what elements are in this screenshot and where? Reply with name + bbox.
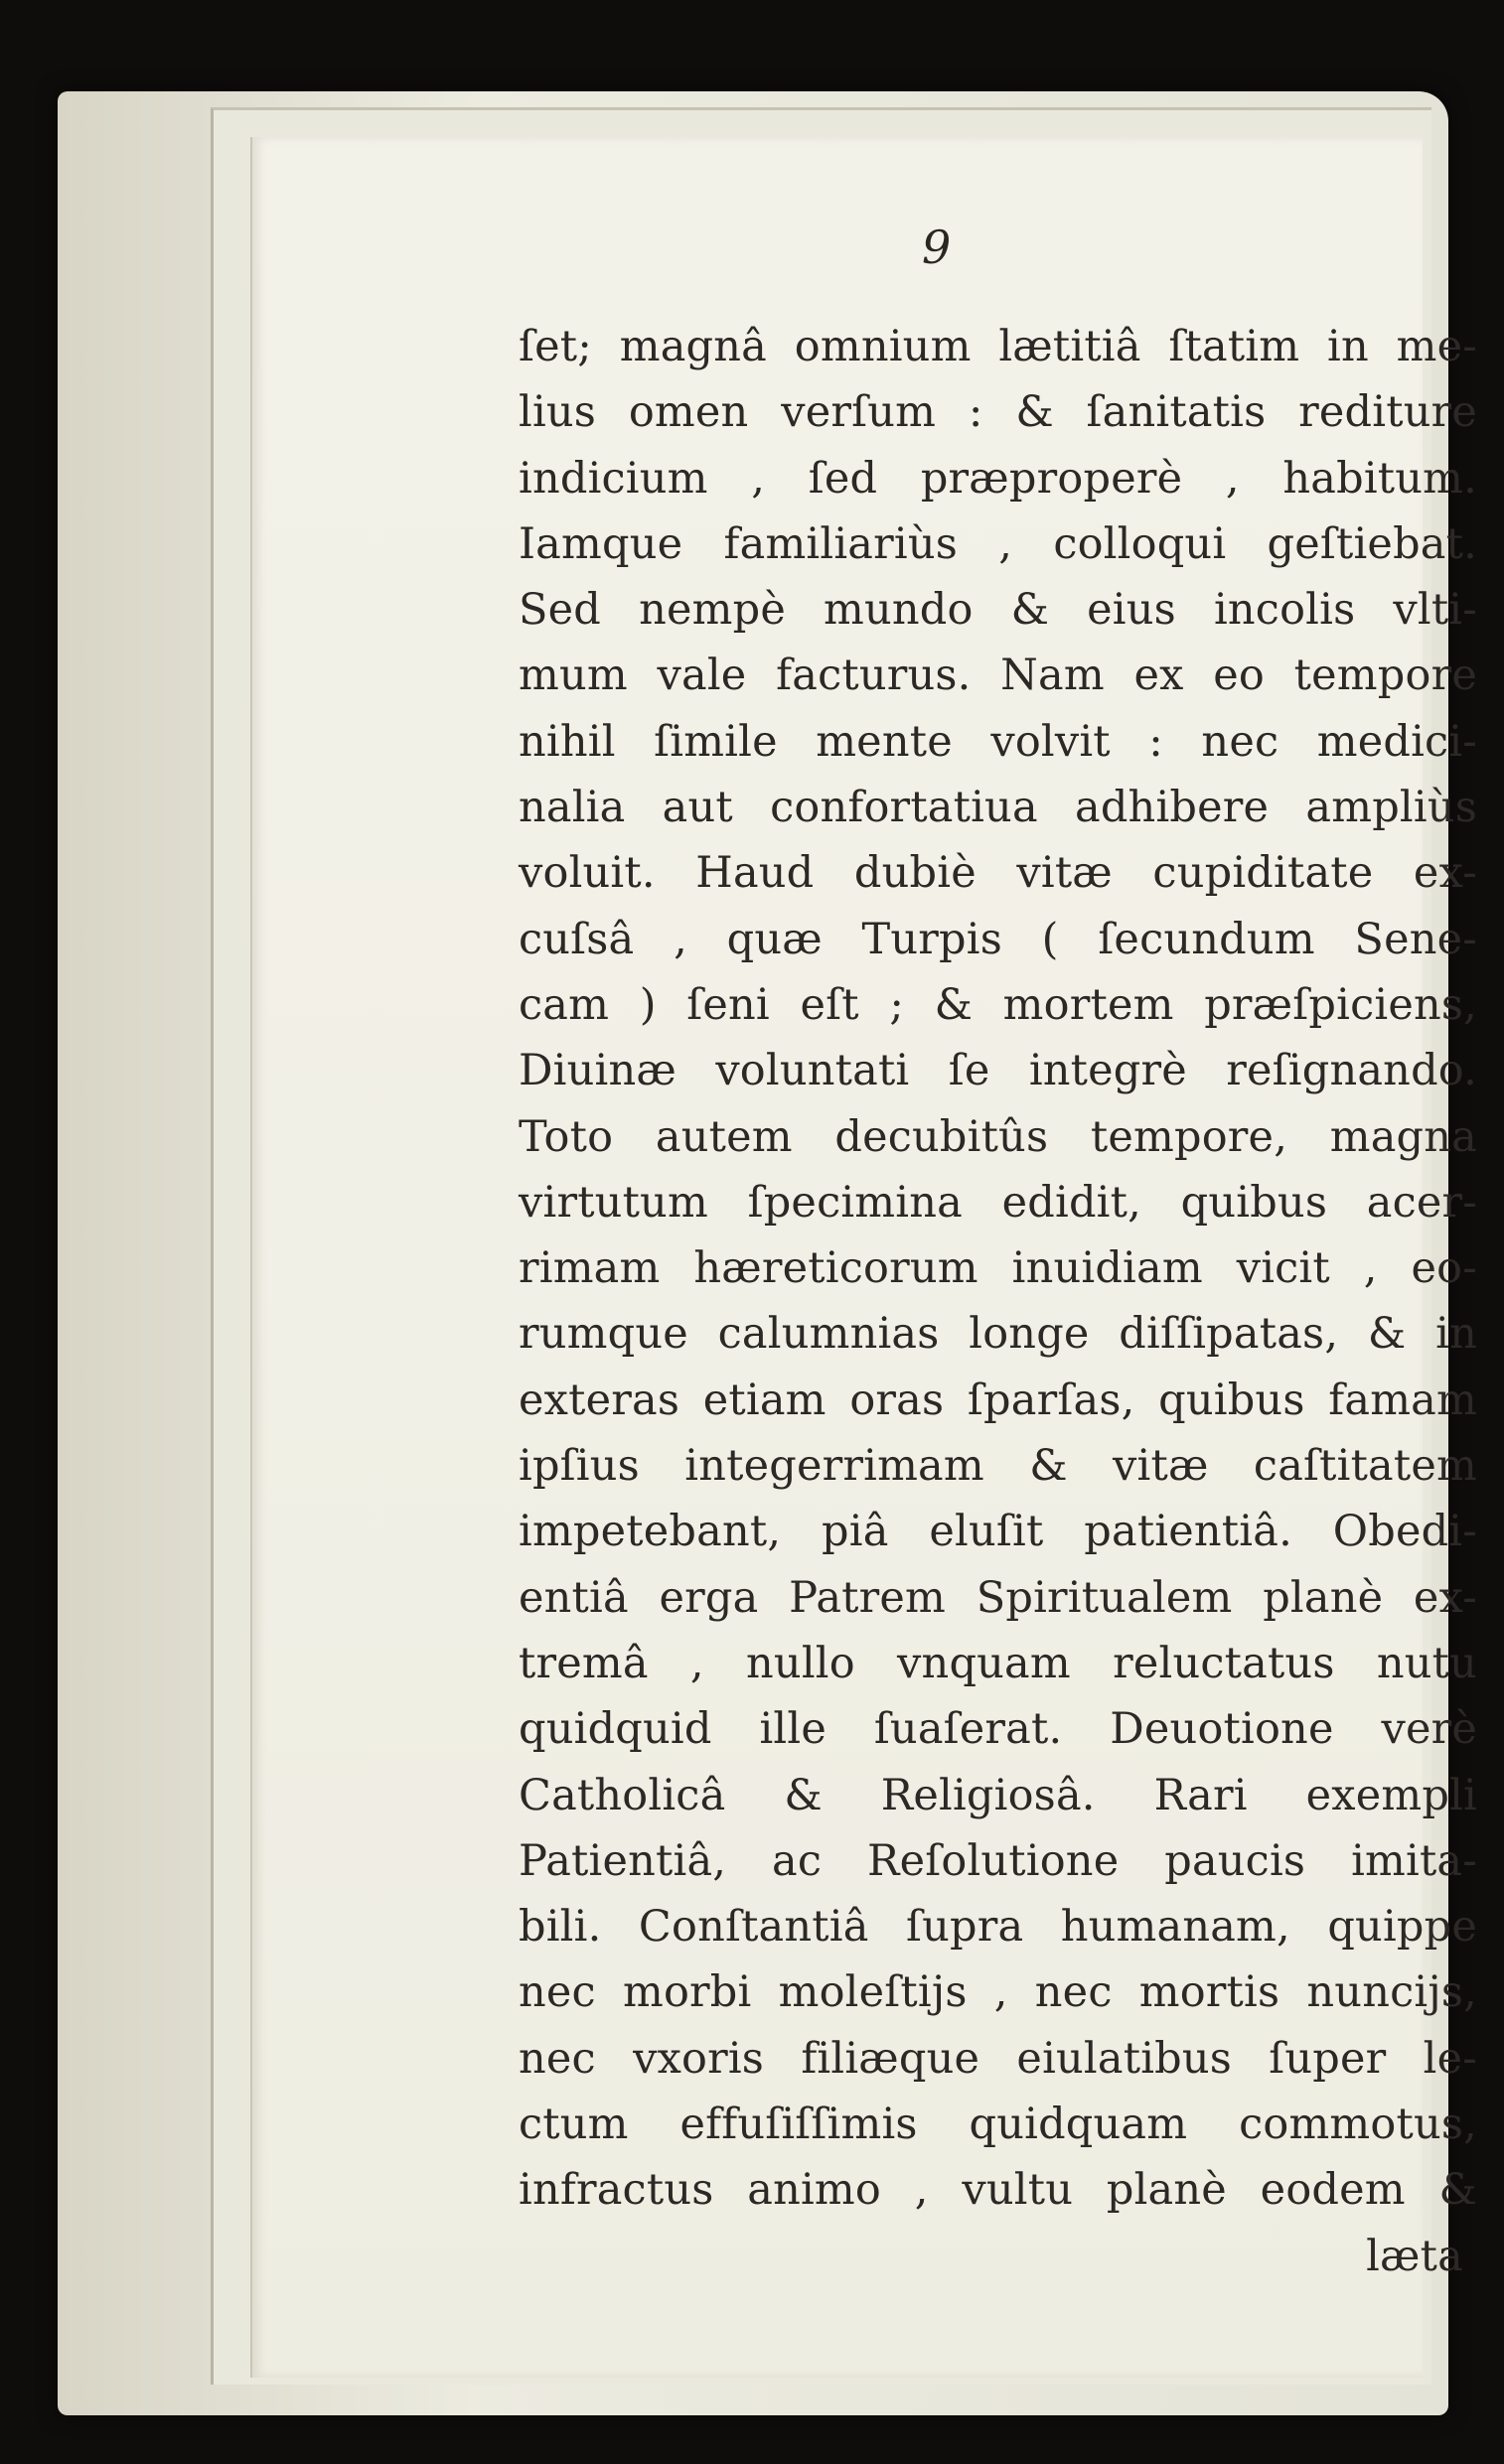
text-line: indicium , ſed præproperè , habitum. (519, 453, 1477, 504)
text-line: impetebant, piâ eluſit patientiâ. Obedi- (519, 1507, 1477, 1557)
text-line: Patientiâ, ac Reſolutione paucis imita- (519, 1835, 1477, 1886)
text-line: quidquid ille ſuaſerat. Deuotione verè (519, 1704, 1477, 1755)
text-line: nec vxoris filiæque eiulatibus ſuper le- (519, 2033, 1477, 2084)
text-line: Catholicâ & Religiosâ. Rari exempli (519, 1770, 1477, 1820)
text-line: rimam hæreticorum inuidiam vicit , eo- (519, 1243, 1477, 1294)
text-line: Sed nempè mundo & eius incolis vlti- (519, 585, 1477, 636)
text-line: tremâ , nullo vnquam reluctatus nutu (519, 1638, 1477, 1688)
text-line: rumque calumnias longe diſſipatas, & in (519, 1309, 1477, 1360)
text-line: Diuinæ voluntati ſe integrè reſignando. (519, 1046, 1477, 1096)
text-line: bili. Conſtantiâ ſupra humanam, quippe (519, 1902, 1477, 1953)
text-line: entiâ erga Patrem Spiritualem planè ex- (519, 1572, 1477, 1623)
text-line: exteras etiam oras ſparſas, quibus famam (519, 1375, 1477, 1425)
body-text (519, 314, 1477, 2289)
text-line: mum vale facturus. Nam ex eo tempore (519, 651, 1477, 701)
text-line: voluit. Haud dubiè vitæ cupiditate ex- (519, 848, 1477, 899)
text-line: ipſius integerrimam & vitæ caſtitatem (519, 1441, 1477, 1492)
page-number: 9 (922, 220, 952, 274)
text-line: ſet; magnâ omnium lætitiâ ſtatim in me- (519, 322, 1477, 371)
text-line: Toto autem decubitûs tempore, magna (519, 1111, 1477, 1162)
text-line: ctum effuſiſſimis quidquam commotus, (519, 2100, 1477, 2150)
text-line: nalia aut confortatiua adhibere ampliùs (519, 783, 1477, 833)
text-line: nec morbi moleſtijs , nec mortis nuncijs, (519, 1967, 1477, 2018)
text-line: cuſsâ , quæ Turpis ( ſecundum Sene- (519, 914, 1477, 964)
text-line: nihil ſimile mente volvit : nec medici- (519, 716, 1477, 767)
text-line: lius omen verſum : & ſanitatis rediture (519, 387, 1477, 438)
text-line: cam ) ſeni eſt ; & mortem præſpiciens, (519, 979, 1477, 1030)
catchword: læta (1366, 2231, 1463, 2281)
text-line: infractus animo , vultu planè eodem & (519, 2165, 1477, 2216)
text-line: virtutum ſpecimina edidit, quibus acer- (519, 1177, 1477, 1228)
text-line: Iamque familiariùs , colloqui geſtiebat. (519, 518, 1477, 569)
